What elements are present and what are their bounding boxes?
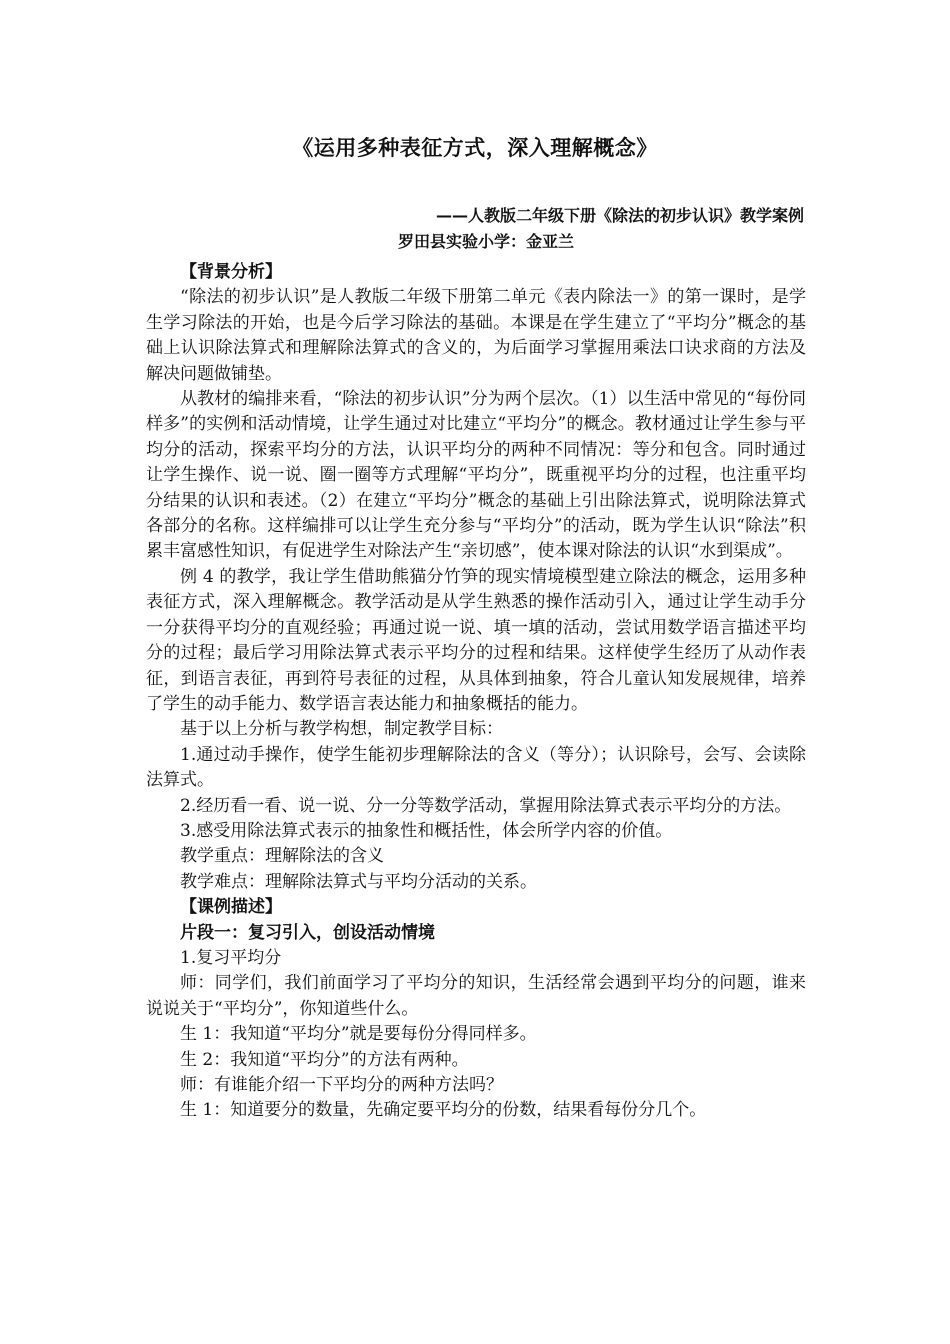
background-heading: 【背景分析】 [180, 262, 282, 282]
dialogue-line: 师：有谁能介绍一下平均分的两种方法吗？ [180, 1075, 503, 1095]
dialogue-line: 生 2：我知道“平均分”的方法有两种。 [180, 1049, 469, 1070]
key-point: 教学重点：理解除法的含义 [180, 846, 384, 867]
goal-item: 2.经历看一看、说一说、分一分等数学活动，掌握用除法算式表示平均分的方法。 [180, 795, 792, 816]
document-title: 《运用多种表征方式，深入理解概念》 [292, 136, 658, 160]
paragraph: “除法的初步认识”是人教版二年级下册第二单元《表内除法一》的第一课时，是学生学习除法的开始，也是今后学习除法的基础。本课是在学生建立了“平均分”概念的基础上认识除法算式和理解除法算式的含义的，为后面学习掌握用乘法口诀求商的方法及解决问题做铺垫。 [146, 287, 806, 384]
document-body [146, 260, 806, 1124]
document-subtitle: ——人教版二年级下册《除法的初步认识》教学案例 [435, 206, 804, 225]
goal-item: 1.通过动手操作，使学生能初步理解除法的含义（等分）；认识除号，会写、会读除法算式。 [146, 744, 806, 791]
dialogue-line: 师：同学们，我们前面学习了平均分的知识，生活经常会遇到平均分的问题，谁来说说关于“平均分”，你知道些什么。 [146, 973, 806, 1019]
paragraph: 从教材的编排来看，“除法的初步认识”分为两个层次。（1）以生活中常见的“每份同样多”的实例和活动情境，让学生通过对比建立“平均分”的概念。教材通过让学生参与平均分的活动，探索平均分的方法，认识平均分的两种不同情况：等分和包含。同时通过让学生操作、说一说、圈一圈等方式理解“平均分”，既重视平均分的过程，也注重平均分结果的认识和表述。（2）在建立“平均分”概念的基础上引出除法算式，说明除法算式各部分的名称。这样编排可以让学生充分参与“平均分”的活动，既为学生认识“除法”积累丰富感性知识，有促进学生对除法产生“亲切感”，使本课对除法的认识“水到渠成”。 [146, 389, 806, 562]
paragraph: 例 4 的教学，我让学生借助熊猫分竹笋的现实情境模型建立除法的概念，运用多种表征方式，深入理解概念。教学活动是从学生熟悉的操作活动引入，通过让学生动手分一分获得平均分的直观经验；再通过说一说、填一填的活动，尝试用数学语言描述平均分的过程；最后学习用除法算式表示平均分的过程和结果。这样使学生经历了从动作表征，到语言表征，再到符号表征的过程，从具体到抽象，符合儿童认知发展规律，培养了学生的动手能力、数学语言表达能力和抽象概括的能力。 [146, 566, 806, 714]
case-heading: 【课例描述】 [180, 897, 282, 918]
dialogue-line: 生 1：知道要分的数量，先确定要平均分的份数，结果看每份分几个。 [180, 1100, 707, 1121]
step-label: 1.复习平均分 [180, 947, 282, 968]
segment-heading: 片段一：复习引入，创设活动情境 [180, 922, 435, 943]
goals-intro: 基于以上分析与教学构想，制定教学目标： [180, 719, 503, 740]
goal-item: 3.感受用除法算式表示的抽象性和概括性，体会所学内容的价值。 [180, 820, 673, 841]
dialogue-line: 生 1：我知道“平均分”就是要每份分得同样多。 [180, 1024, 537, 1045]
difficulty: 教学难点：理解除法算式与平均分活动的关系。 [180, 871, 537, 892]
document-author: 罗田县实验小学：金亚兰 [398, 232, 575, 251]
